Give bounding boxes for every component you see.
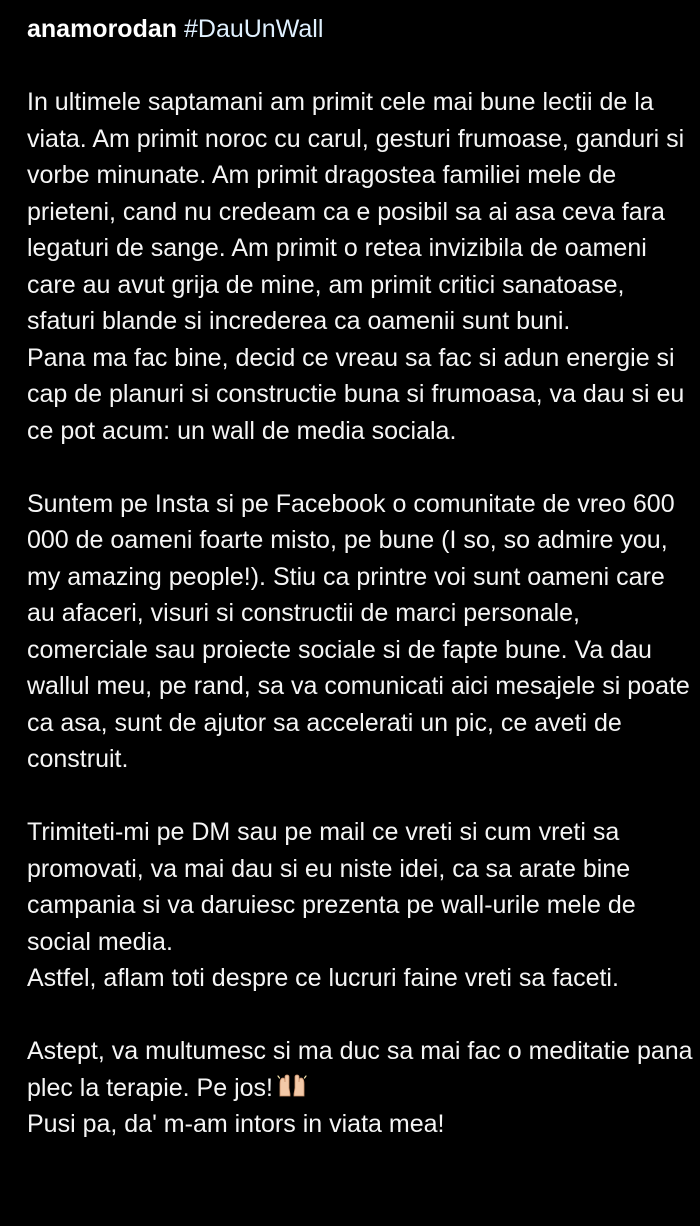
caption-paragraph: Pusi pa, da' m-am intors in viata mea! bbox=[27, 1110, 445, 1138]
post-caption bbox=[27, 11, 697, 1143]
blank-line bbox=[27, 778, 697, 815]
blank-line bbox=[27, 449, 697, 486]
caption-header bbox=[27, 11, 697, 48]
caption-paragraph: Trimiteti-mi pe DM sau pe mail ce vreti si cum vreti sa promovati, va mai dau si eu niste idei, ca sa arate bine campania si va daruiesc prezenta pe wall-urile mele de social media. bbox=[27, 818, 636, 956]
raising-hands-icon bbox=[277, 1072, 307, 1096]
blank-line bbox=[27, 48, 697, 85]
caption-paragraph bbox=[27, 1033, 697, 1106]
username-link[interactable]: anamorodan bbox=[27, 15, 178, 43]
caption-text: Astept, va multumesc si ma duc sa mai fac o meditatie pana plec la terapie. Pe jos! bbox=[27, 1037, 693, 1102]
caption-paragraph: In ultimele saptamani am primit cele mai bune lectii de la viata. Am primit noroc cu carul, gesturi frumoase, ganduri si vorbe minunate. Am primit dragostea familiei mele de prieteni, cand nu credeam ca e posibil sa ai asa ceva fara legaturi de sange. Am primit o retea invizibila de oameni care au avut grija de mine, am primit critici sanatoase, sfaturi blande si increderea ca oamenii sunt buni. bbox=[27, 88, 685, 335]
hashtag-link[interactable]: #DauUnWall bbox=[183, 15, 324, 43]
caption-paragraph: Astfel, aflam toti despre ce lucruri faine vreti sa faceti. bbox=[27, 964, 619, 992]
caption-paragraph: Pana ma fac bine, decid ce vreau sa fac si adun energie si cap de planuri si constructie buna si frumoasa, va dau si eu ce pot acum: un wall de media sociala. bbox=[27, 343, 685, 445]
caption-paragraph: Suntem pe Insta si pe Facebook o comunitate de vreo 600 000 de oameni foarte misto, pe bune (I so, so admire you, my amazing people!). Stiu ca printre voi sunt oameni care au afaceri, visuri si constructii de marci personale, comerciale sau proiecte sociale si de fapte bune. Va dau wallul meu, pe rand, sa va comunicati aici mesajele si poate ca asa, sunt de ajutor sa accelerati un pic, ce aveti de construit. bbox=[27, 489, 690, 773]
blank-line bbox=[27, 997, 697, 1034]
